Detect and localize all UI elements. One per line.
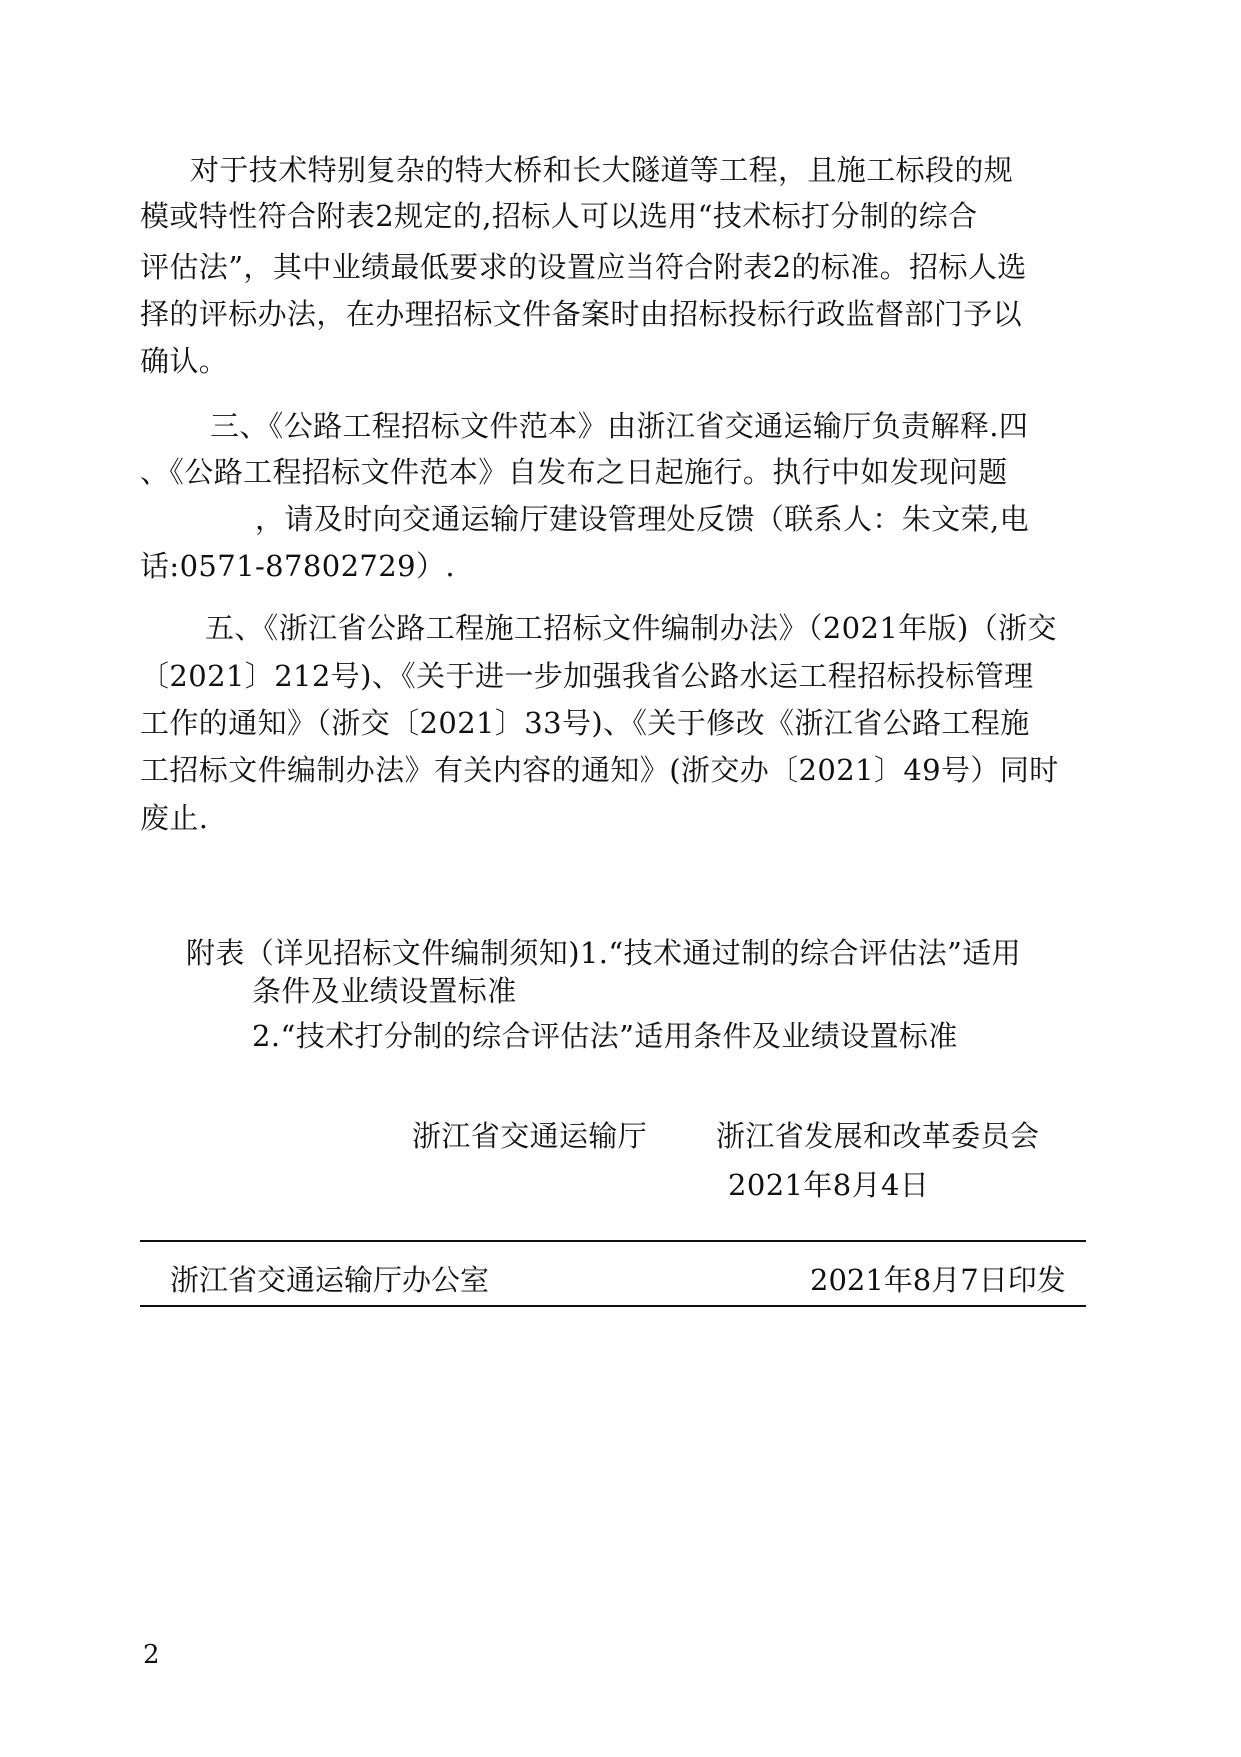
attachment-line: 2.“技术打分制的综合评估法”适用条件及业绩设置标准 [252,1019,958,1053]
text-line: 择的评标办法，在办理招标文件备案时由招标投标行政监督部门予以 [140,297,1023,331]
text-line: ，请及时向交通运输厅建设管理处反馈（联系人：朱文荣,电 [255,502,1030,536]
footer-office: 浙江省交通运输厅办公室 [170,1263,490,1297]
footer-bottom-rule [140,1305,1086,1307]
text-line: 〔2021〕212号)、《关于进一步加强我省公路水运工程招标投标管理 [140,659,1034,693]
issuer-development-commission: 浙江省发展和改革委员会 [716,1119,1040,1153]
text-line: 工作的通知》（浙交〔2021〕33号)、《关于修改《浙江省公路工程施 [140,706,1030,740]
attachment-line: 条件及业绩设置标准 [252,974,517,1008]
attachment-line: 附表（详见招标文件编制须知)1.“技术通过制的综合评估法”适用 [186,936,1022,970]
issuer-transport-department: 浙江省交通运输厅 [412,1119,648,1153]
text-line: 废止. [140,801,209,835]
text-line: 评估法”，其中业绩最低要求的设置应当符合附表2的标准。招标人选 [140,250,1027,284]
text-line: 话:0571-87802729）. [140,549,455,583]
signature-date: 2021年8月4日 [728,1168,930,1202]
footer-issue-date: 2021年8月7日印发 [810,1263,1066,1297]
page-number: 2 [143,1640,160,1670]
text-line: 确认。 [140,344,229,378]
text-line: 工招标文件编制办法》有关内容的通知》(浙交办〔2021〕49号）同时 [140,753,1059,787]
text-line: 、《公路工程招标文件范本》自发布之日起施行。执行中如发现问题 [140,455,1008,489]
text-line: 三、《公路工程招标文件范本》由浙江省交通运输厅负责解释.四 [210,409,1029,443]
footer-top-rule [140,1240,1086,1242]
text-line: 五、《浙江省公路工程施工招标文件编制办法》（2021年版)（浙交 [205,611,1057,645]
text-line: 模或特性符合附表2规定的,招标人可以选用“技术标打分制的综合 [140,199,978,233]
text-line: 对于技术特别复杂的特大桥和长大隧道等工程，且施工标段的规 [190,153,1014,187]
